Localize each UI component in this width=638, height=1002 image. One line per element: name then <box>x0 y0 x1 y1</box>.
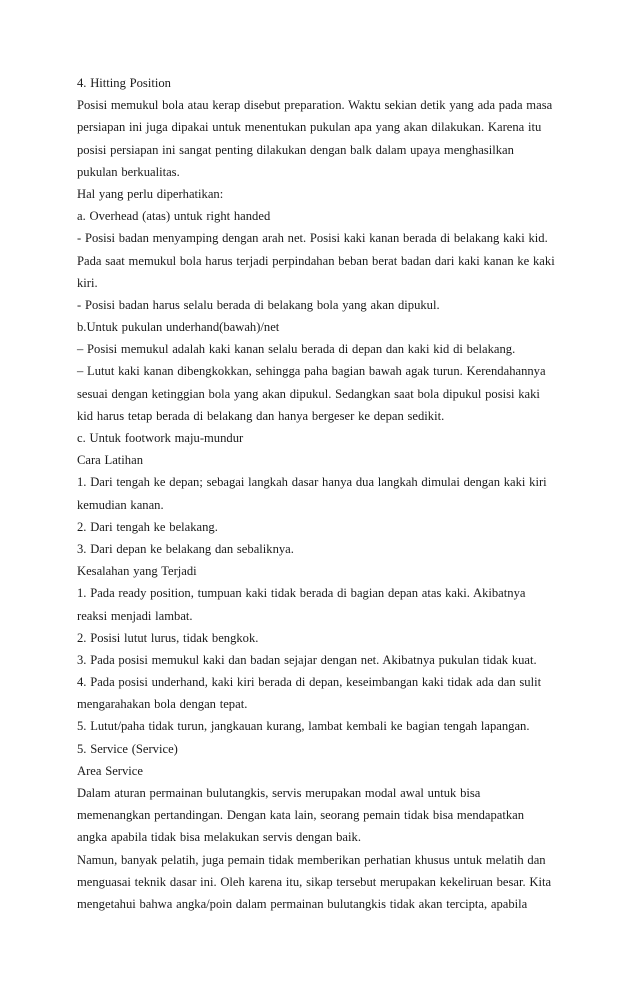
text-line: 1. Dari tengah ke depan; sebagai langkah dasar hanya dua langkah dimulai dengan kaki kiri <box>77 475 547 490</box>
text-line: 3. Pada posisi memukul kaki dan badan sejajar dengan net. Akibatnya pukulan tidak kuat. <box>77 652 537 667</box>
subheading-cara-latihan: Cara Latihan <box>77 453 143 468</box>
text-line: Pada saat memukul bola harus terjadi perpindahan beban berat badan dari kaki kanan ke kaki <box>77 253 555 268</box>
text-line: mengetahui bahwa angka/poin dalam permainan bulutangkis tidak akan tercipta, apabila <box>77 896 528 911</box>
text-line: – Lutut kaki kanan dibengkokkan, sehingga paha bagian bawah agak turun. Kerendahannya <box>77 364 546 379</box>
text-line: Hal yang perlu diperhatikan: <box>77 186 224 201</box>
text-line: 3. Dari depan ke belakang dan sebaliknya. <box>77 541 294 556</box>
text-line: 5. Lutut/paha tidak turun, jangkauan kurang, lambat kembali ke bagian tengah lapangan. <box>77 719 530 734</box>
text-line: pukulan berkualitas. <box>77 164 180 179</box>
text-line: 1. Pada ready position, tumpuan kaki tidak berada di bagian depan atas kaki. Akibatnya <box>77 586 526 601</box>
text-line: persiapan ini juga dipakai untuk menentukan pukulan apa yang akan dilakukan. Karena itu <box>77 120 542 135</box>
text-line: sesuai dengan ketinggian bola yang akan dipukul. Sedangkan saat bola dipukul posisi kaki <box>77 386 540 401</box>
text-line: angka apabila tidak bisa melakukan servis dengan baik. <box>77 830 361 845</box>
text-line: - Posisi badan harus selalu berada di belakang bola yang akan dipukul. <box>77 297 440 312</box>
text-line: memenangkan pertandingan. Dengan kata lain, seorang pemain tidak bisa mendapatkan <box>77 808 525 823</box>
subheading-area-service: Area Service <box>77 763 143 778</box>
text-line: Dalam aturan permainan bulutangkis, servis merupakan modal awal untuk bisa <box>77 786 481 800</box>
subheading-kesalahan: Kesalahan yang Terjadi <box>77 564 197 579</box>
text-line: - Posisi badan menyamping dengan arah net. Posisi kaki kanan berada di belakang kaki kid. <box>77 231 548 246</box>
text-line: kid harus tetap berada di belakang dan hanya bergeser ke depan sedikit. <box>77 408 445 423</box>
subheading-footwork: c. Untuk footwork maju-mundur <box>77 431 244 445</box>
section-heading-service: 5. Service (Service) <box>77 741 178 756</box>
text-line: 2. Dari tengah ke belakang. <box>77 519 218 534</box>
text-line: Posisi memukul bola atau kerap disebut preparation. Waktu sekian detik yang ada pada masa <box>77 98 553 113</box>
text-line: 4. Pada posisi underhand, kaki kiri berada di depan, keseimbangan kaki tidak ada dan sulit <box>77 675 542 690</box>
text-line: Namun, banyak pelatih, juga pemain tidak memberikan perhatian khusus untuk melatih dan <box>77 852 546 867</box>
section-heading-hitting-position: 4. Hitting Position <box>77 76 171 90</box>
text-line: 2. Posisi lutut lurus, tidak bengkok. <box>77 630 259 645</box>
text-line: – Posisi memukul adalah kaki kanan selalu berada di depan dan kaki kid di belakang. <box>77 342 516 357</box>
document-body <box>77 72 577 915</box>
text-line: reaksi menjadi lambat. <box>77 608 193 623</box>
text-line: posisi persiapan ini sangat penting dilakukan dengan balk dalam upaya menghasilkan <box>77 142 514 157</box>
subheading-underhand: b.Untuk pukulan underhand(bawah)/net <box>77 320 280 335</box>
text-line: menguasai teknik dasar ini. Oleh karena itu, sikap tersebut merupakan kekeliruan besar. Kita <box>77 874 552 889</box>
subheading-overhead: a. Overhead (atas) untuk right handed <box>77 209 271 224</box>
text-line: kemudian kanan. <box>77 497 164 512</box>
text-line: mengarahakan bola dengan tepat. <box>77 697 248 712</box>
text-line: kiri. <box>77 275 98 290</box>
